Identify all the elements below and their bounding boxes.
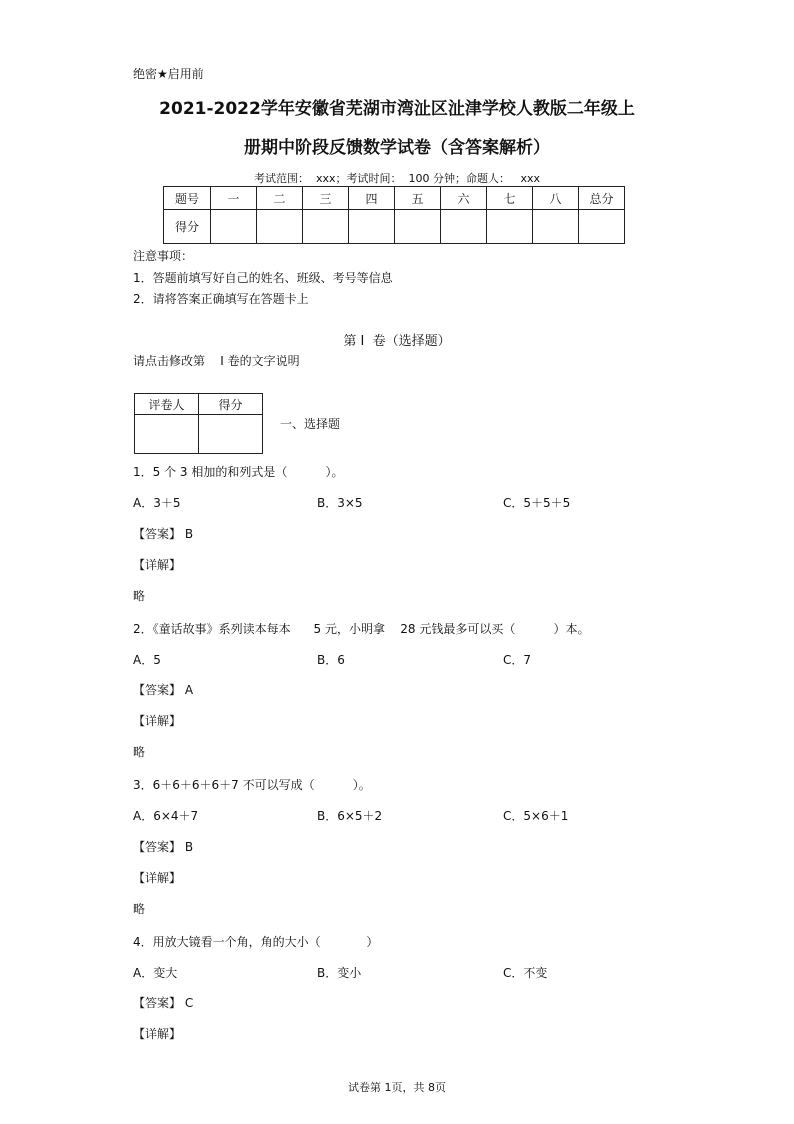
answer-label: 【答案】 B [133, 840, 194, 854]
notice-item: 1．答题前填写好自己的姓名、班级、考号等信息 [133, 271, 393, 285]
explanation-text: 略 [133, 589, 146, 603]
page-footer: 试卷第 1页，共 8页 [348, 1081, 446, 1094]
exam-title-line-1: 2021-2022学年安徽省芜湖市湾沚区沚津学校人教版二年级上 [159, 99, 635, 119]
question-text: 4．用放大镜看一个角，角的大小（ ） [133, 935, 379, 949]
grader-table-header-row [135, 394, 263, 415]
score-input-cell[interactable] [349, 210, 395, 244]
explanation-text: 略 [133, 745, 146, 759]
score-input-cell[interactable] [303, 210, 349, 244]
score-header-cell: 六 [441, 187, 487, 210]
exam-meta: 考试范围： xxx；考试时间： 100 分钟；命题人： xxx [253, 172, 541, 185]
grader-table [134, 393, 263, 454]
score-header-cell: 四 [349, 187, 395, 210]
score-header-cell: 一 [211, 187, 257, 210]
grader-input-cell[interactable] [135, 415, 199, 454]
answer-label: 【答案】 C [133, 996, 194, 1010]
score-input-cell[interactable] [487, 210, 533, 244]
score-header-cell: 题号 [164, 187, 211, 210]
option-c: C．5×6＋1 [503, 809, 569, 823]
score-header-cell: 八 [533, 187, 579, 210]
score-input-cell[interactable] [533, 210, 579, 244]
detail-label: 【详解】 [133, 1027, 182, 1041]
answer-label: 【答案】 B [133, 527, 194, 541]
score-table-row [164, 210, 625, 244]
option-a: A．3＋5 [133, 496, 181, 510]
option-a: A．变大 [133, 966, 178, 980]
volume-description[interactable]: 请点击修改第 I 卷的文字说明 [133, 354, 300, 368]
score-input-cell[interactable] [579, 210, 625, 244]
option-c: C．不变 [503, 966, 548, 980]
detail-label: 【详解】 [133, 714, 182, 728]
score-row-label: 得分 [164, 210, 211, 244]
question-text: 1．5 个 3 相加的和列式是（ ）。 [133, 465, 344, 479]
score-header-cell: 二 [257, 187, 303, 210]
answer-label: 【答案】 A [133, 683, 194, 697]
score-header-cell: 三 [303, 187, 349, 210]
detail-label: 【详解】 [133, 558, 182, 572]
score-input-cell[interactable] [211, 210, 257, 244]
score-header-cell: 七 [487, 187, 533, 210]
score-input-cell[interactable] [257, 210, 303, 244]
score-header-cell: 总分 [579, 187, 625, 210]
option-a: A．6×4＋7 [133, 809, 199, 823]
grader-input-cell[interactable] [199, 415, 263, 454]
score-input-cell[interactable] [441, 210, 487, 244]
option-a: A．5 [133, 653, 161, 667]
volume-title: 第 I 卷（选择题） [343, 334, 451, 349]
confidential-label: 绝密★启用前 [133, 67, 204, 81]
score-table-header-row [164, 187, 625, 210]
question-text: 2．《童话故事》系列读本每本 5 元，小明拿 28 元钱最多可以买（ ）本。 [133, 622, 590, 636]
option-b: B．6×5＋2 [317, 809, 383, 823]
detail-label: 【详解】 [133, 871, 182, 885]
option-b: B．变小 [317, 966, 362, 980]
grader-header-cell: 得分 [199, 394, 263, 415]
score-header-cell: 五 [395, 187, 441, 210]
option-c: C．7 [503, 653, 532, 667]
option-b: B．6 [317, 653, 345, 667]
score-input-cell[interactable] [395, 210, 441, 244]
section-title: 一、选择题 [280, 417, 341, 431]
question-text: 3．6＋6＋6＋6＋7 不可以写成（ ）。 [133, 778, 371, 792]
option-b: B．3×5 [317, 496, 363, 510]
notice-heading: 注意事项： [133, 249, 194, 263]
option-c: C．5＋5＋5 [503, 496, 571, 510]
grader-header-cell: 评卷人 [135, 394, 199, 415]
grader-table-row [135, 415, 263, 454]
score-table [163, 186, 625, 244]
explanation-text: 略 [133, 902, 146, 916]
notice-item: 2．请将答案正确填写在答题卡上 [133, 292, 309, 306]
exam-title-line-2: 册期中阶段反馈数学试卷（含答案解析） [244, 138, 550, 158]
